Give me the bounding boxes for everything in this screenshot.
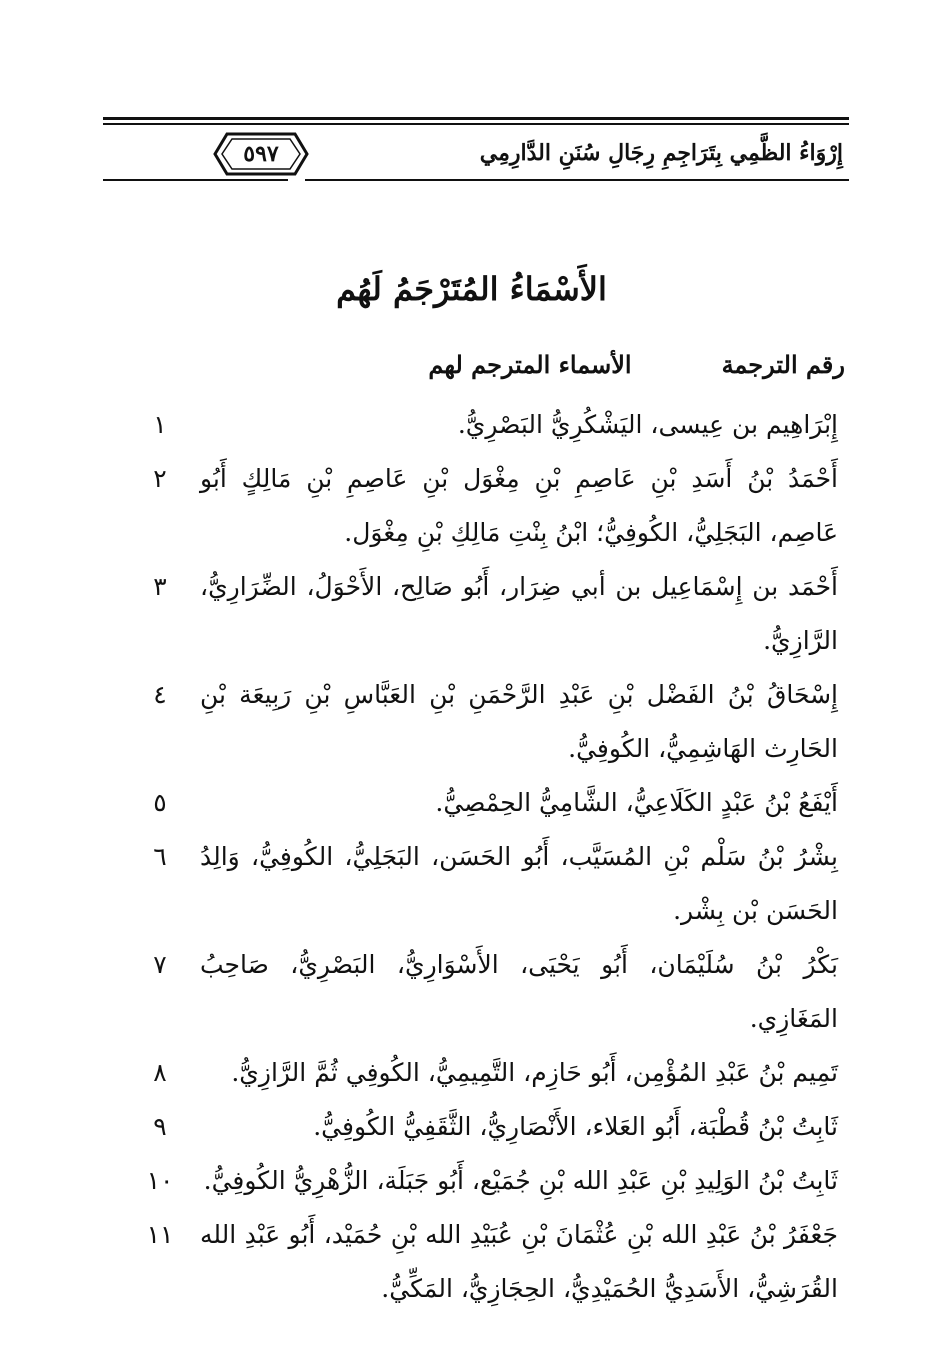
entry-number: ٢ xyxy=(153,464,167,493)
list-item xyxy=(0,1100,943,1154)
header-rule-top xyxy=(103,117,849,120)
header-rule-bottom-left xyxy=(103,179,288,181)
entry-number: ٨ xyxy=(153,1058,167,1087)
entry-name: ثَابِتُ بْنُ قُطْبَة، أَبُو العَلاء، الأَنْصَارِيُّ، الثَّقَفِيُّ الكُوفِيُّ. xyxy=(313,1112,838,1141)
entry-name: بَكْرُ بْنُ سُلَيْمَان، أَبُو يَحْيَى، الأَسْوَارِيُّ، البَصْرِيُّ، صَاحِبُ المَغَازِي. xyxy=(200,950,838,1033)
entry-name: إِبْرَاهِيم بن عِيسى، اليَشْكُرِيُّ البَصْرِيُّ. xyxy=(457,410,838,439)
entry-name: أَحْمَدُ بْنُ أَسَدِ بْنِ عَاصِمِ بْنِ مِغْوَل بْنِ عَاصِمِ بْنِ مَالِكٍ أَبُو عَاصِم، البَجَلِيُّ، الكُوفِيُّ؛ ابْنُ بِنْتِ مَالِكِ بْنِ مِغْوَل. xyxy=(200,464,838,547)
list-item xyxy=(0,668,943,776)
page-number-badge xyxy=(213,130,309,178)
entry-name: أَيْفَعُ بْنُ عَبْدٍ الكَلَاعِيُّ، الشَّامِيُّ الحِمْصِيُّ. xyxy=(435,788,838,817)
entry-number: ١ xyxy=(153,410,167,439)
entry-name: بِشْرُ بْنُ سَلْم بْنِ المُسَيَّب، أَبُو الحَسَن، البَجَلِيُّ، الكُوفِيُّ، وَالِدُ الحَسَن بْن بِشْر. xyxy=(200,842,838,925)
entry-number: ٣ xyxy=(153,572,167,601)
entry-name: ثَابِتُ بْنُ الوَلِيدِ بْنِ عَبْدِ الله بْنِ جُمَيْع، أَبُو جَبَلَة، الزُّهْرِيُّ الكُوفِيُّ. xyxy=(203,1166,838,1195)
entry-number: ٤ xyxy=(153,680,167,709)
list-item xyxy=(0,560,943,668)
entry-name: أَحْمَد بن إِسْمَاعِيل بن أبي ضِرَار، أَبُو صَالِح، الأَحْوَلُ، الضِّرَارِيُّ، الرَّازِيُّ. xyxy=(200,572,838,655)
entry-number: ٧ xyxy=(153,950,167,979)
list-item xyxy=(0,1046,943,1100)
header-rule-top-thin xyxy=(103,123,849,125)
list-item xyxy=(0,830,943,938)
entry-number: ١١ xyxy=(146,1220,174,1249)
list-item xyxy=(0,938,943,1046)
book-title: إِرْوَاءُ الظَّمِي بِتَرَاجِمِ رِجَالِ سُنَنِ الدَّارِمِي xyxy=(479,140,843,166)
page-number: ٥٩٧ xyxy=(243,141,279,167)
list-item xyxy=(0,776,943,830)
column-header-names: الأسماء المترجم لهم xyxy=(428,350,632,379)
entries-list xyxy=(0,398,943,1316)
list-item xyxy=(0,1208,943,1316)
entry-name: جَعْفَرُ بْنُ عَبْدِ الله بْنِ عُثْمَانَ بْنِ عُبَيْدِ الله بْنِ حُمَيْد، أَبُو عَبْدِ الله القُرَشِيُّ، الأَسَدِيُّ الحُمَيْدِيُّ، الحِجَازِيُّ، المَكِّيُّ. xyxy=(200,1220,838,1303)
entry-number: ٦ xyxy=(153,842,167,871)
list-item xyxy=(0,452,943,560)
list-item xyxy=(0,1154,943,1208)
list-item xyxy=(0,398,943,452)
entry-number: ١٠ xyxy=(146,1166,174,1195)
entry-name: تَمِيم بْنُ عَبْدِ المُؤْمِن، أَبُو حَازِم، التَّمِيمِيُّ، الكُوفِي ثُمَّ الرَّازِيُّ. xyxy=(231,1058,838,1087)
entry-name: إِسْحَاقُ بْنُ الفَضْل بْنِ عَبْدِ الرَّحْمَنِ بْنِ العَبَّاسِ بْنِ رَبِيعَة بْنِ الحَارِث الهَاشِمِيُّ، الكُوفِيُّ. xyxy=(200,680,838,763)
entry-number: ٥ xyxy=(153,788,167,817)
header-rule-bottom-right xyxy=(305,179,849,181)
section-title: الأَسْمَاءُ المُتَرْجَمُ لَهُم xyxy=(336,270,607,308)
entry-number: ٩ xyxy=(153,1112,167,1141)
column-header-number: رقم الترجمة xyxy=(721,350,845,379)
